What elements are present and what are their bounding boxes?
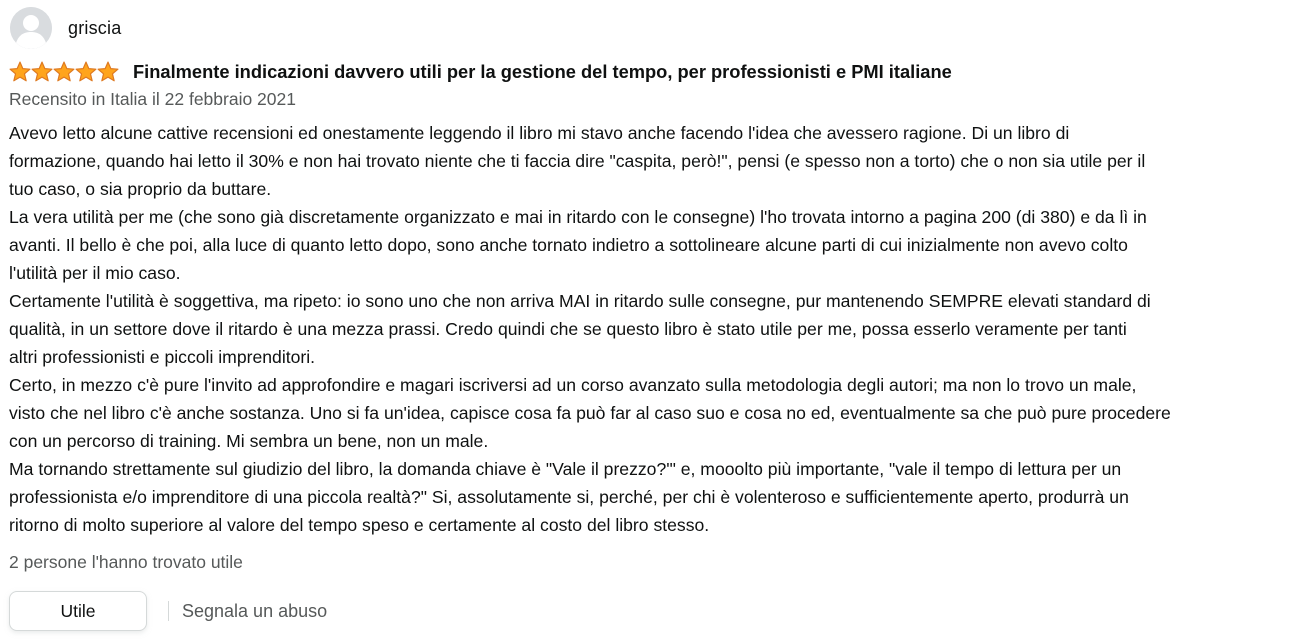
review-body-line: altri professionisti e piccoli imprenditori. — [9, 347, 316, 367]
review-title-row — [9, 59, 952, 85]
star-rating[interactable] — [9, 61, 119, 83]
star-icon — [97, 61, 119, 83]
star-icon — [53, 61, 75, 83]
review-date: Recensito in Italia il 22 febbraio 2021 — [9, 89, 296, 109]
review-body-line: Certo, in mezzo c'è pure l'invito ad approfondire e magari iscriversi ad un corso avanzato sulla metodologia degli autori; ma non lo trovo un male, — [9, 375, 1137, 395]
helpful-button[interactable]: Utile — [9, 591, 147, 631]
report-abuse-link[interactable]: Segnala un abuso — [182, 600, 328, 621]
star-icon — [31, 61, 53, 83]
review-body-line: l'utilità per il mio caso. — [9, 263, 181, 283]
reviewer-profile[interactable] — [10, 7, 121, 49]
action-divider — [168, 601, 169, 621]
review-body-line: Ma tornando strettamente sul giudizio del libro, la domanda chiave è "Vale il prezzo?'" e, mooolto più importante, "vale il tempo di lettura per un — [9, 459, 1122, 479]
helpful-count: 2 persone l'hanno trovato utile — [9, 552, 243, 572]
review-body-line: professionista e/o imprenditore di una piccola realtà?" Si, assolutamente si, perché, per chi è volenteroso e sufficientemente aperto, produrrà un — [9, 487, 1129, 507]
review-body-line: avanti. Il bello è che poi, alla luce di quanto letto dopo, sono anche tornato indietro a sottolineare alcune parti di cui inizialmente non avevo colto — [9, 235, 1128, 255]
review-body-line: visto che nel libro c'è anche sostanza. Uno si fa un'idea, capisce cosa fa può far al caso suo e cosa no ed, eventualmente sa che può pure procedere — [9, 403, 1171, 423]
reviewer-name[interactable]: griscia — [68, 17, 122, 38]
review-body-line: Avevo letto alcune cattive recensioni ed onestamente leggendo il libro mi stavo anche facendo l'idea che avessero ragione. Di un libro di — [9, 123, 1070, 143]
review-body-line: ritorno di molto superiore al valore del tempo speso e certamente al costo del libro stesso. — [9, 515, 710, 535]
review-body-line: La vera utilità per me (che sono già discretamente organizzato e mai in ritardo con le consegne) l'ho trovata intorno a pagina 200 (di 380) e da lì in — [9, 207, 1147, 227]
review-body-line: Certamente l'utilità è soggettiva, ma ripeto: io sono uno che non arriva MAI in ritardo sulle consegne, pur mantenendo SEMPRE elevati standard di — [9, 291, 1151, 311]
review-actions — [9, 590, 327, 632]
review-body-line: tuo caso, o sia proprio da buttare. — [9, 179, 272, 199]
review-body-line: qualità, in un settore dove il ritardo è una mezza prassi. Credo quindi che se questo libro è stato utile per me, possa esserlo veramente per tanti — [9, 319, 1127, 339]
review-body-line: formazione, quando hai letto il 30% e non hai trovato niente che ti faccia dire "caspita, però!", pensi (e spesso non a torto) che o non sia utile per il — [9, 151, 1146, 171]
review-body-line: con un percorso di training. Mi sembra un bene, non un male. — [9, 431, 489, 451]
default-avatar-icon — [10, 7, 52, 49]
review-title[interactable]: Finalmente indicazioni davvero utili per la gestione del tempo, per professionisti e PMI italiane — [133, 61, 952, 82]
review-body — [9, 119, 1309, 539]
star-icon — [9, 61, 31, 83]
star-icon — [75, 61, 97, 83]
